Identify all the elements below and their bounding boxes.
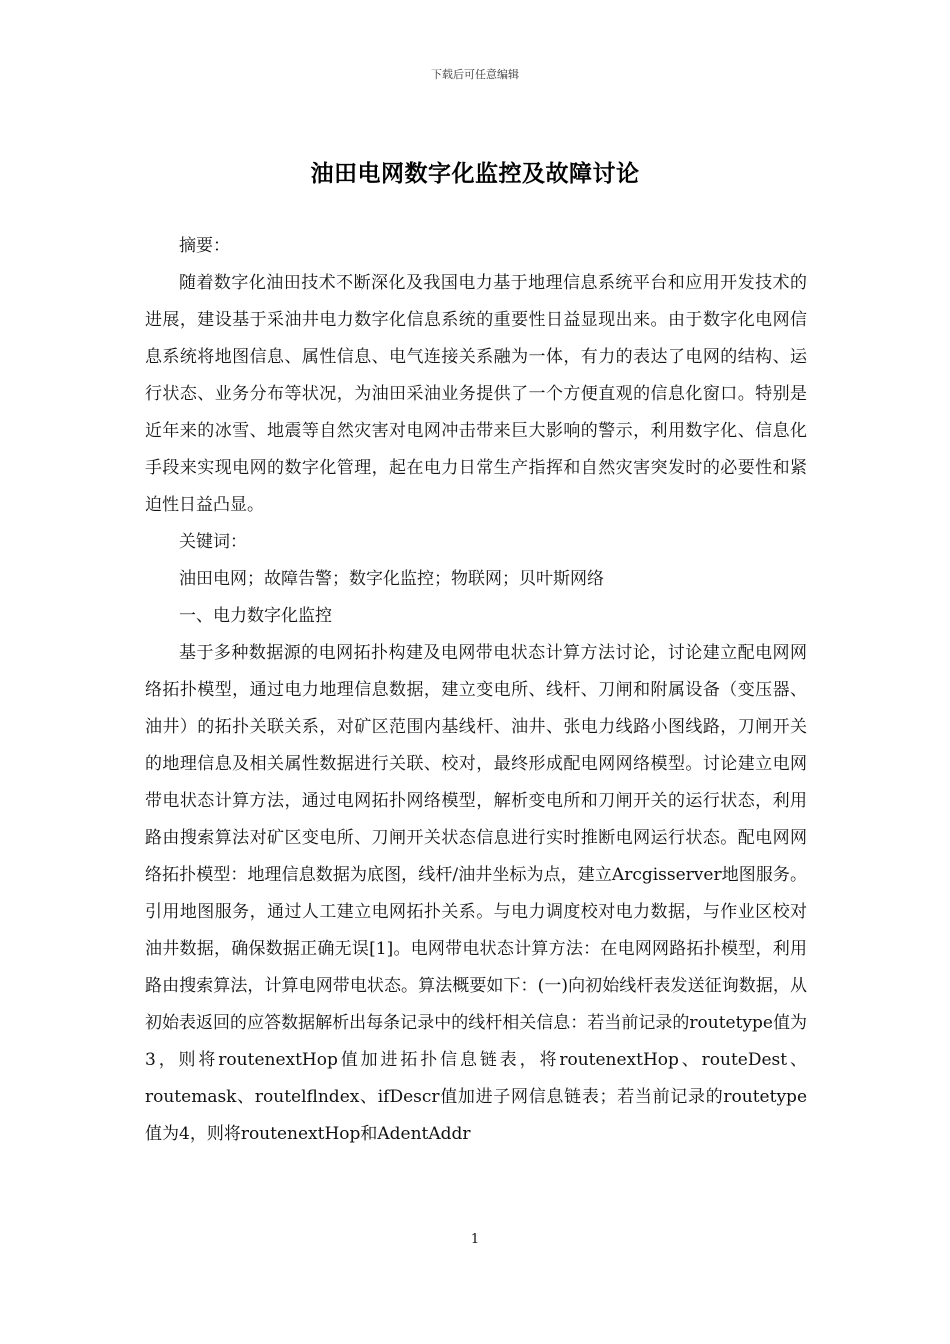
section-heading: 一、电力数字化监控 <box>179 606 332 626</box>
document-title: 油田电网数字化监控及故障讨论 <box>310 161 640 187</box>
document-body <box>145 228 807 1153</box>
keywords-label: 关键词： <box>179 532 247 552</box>
abstract-label: 摘要： <box>179 236 230 256</box>
header-note: 下载后可任意编辑 <box>431 68 519 81</box>
section-paragraph: 基于多种数据源的电网拓扑构建及电网带电状态计算方法讨论，讨论建立配电网网络拓扑模型，通过电力地理信息数据，建立变电所、线杆、刀闸和附属设备（变压器、油井）的拓扑关联关系，对矿区范围内基线杆、油井、张电力线路小图线路，刀闸开关的地理信息及相关属性数据进行关联、校对，最终形成配电网网络模型。讨论建立电网带电状态计算方法，通过电网拓扑网络模型，解析变电所和刀闸开关的运行状态，利用路由搜索算法对矿区变电所、刀闸开关状态信息进行实时推断电网运行状态。配电网网络拓扑模型：地理信息数据为底图，线杆/油井坐标为点，建立Arcgisserver地图服务。引用地图服务，通过人工建立电网拓扑关系。与电力调度校对电力数据，与作业区校对油井数据，确保数据正确无误[1]。电网带电状态计算方法：在电网网路拓扑模型，利用路由搜索算法，计算电网带电状态。算法概要如下：(一)向初始线杆表发送征询数据，从初始表返回的应答数据解析出每条记录中的线杆相关信息：若当前记录的routetype值为3，则将routenextHop值加进拓扑信息链表，将routenextHop、routeDest、routemask、routelflndex、ifDescr值加进子网信息链表；若当前记录的routetype值为4，则将routenextHop和AdentAddr <box>145 643 807 1144</box>
page-number: 1 <box>470 1232 480 1247</box>
abstract-paragraph: 随着数字化油田技术不断深化及我国电力基于地理信息系统平台和应用开发技术的进展，建设基于采油井电力数字化信息系统的重要性日益显现出来。由于数字化电网信息系统将地图信息、属性信息、电气连接关系融为一体，有力的表达了电网的结构、运行状态、业务分布等状况，为油田采油业务提供了一个方便直观的信息化窗口。特别是近年来的冰雪、地震等自然灾害对电网冲击带来巨大影响的警示，利用数字化、信息化手段来实现电网的数字化管理，起在电力日常生产指挥和自然灾害突发时的必要性和紧迫性日益凸显。 <box>145 273 807 515</box>
keywords-paragraph: 油田电网；故障告警；数字化监控；物联网；贝叶斯网络 <box>179 569 604 589</box>
